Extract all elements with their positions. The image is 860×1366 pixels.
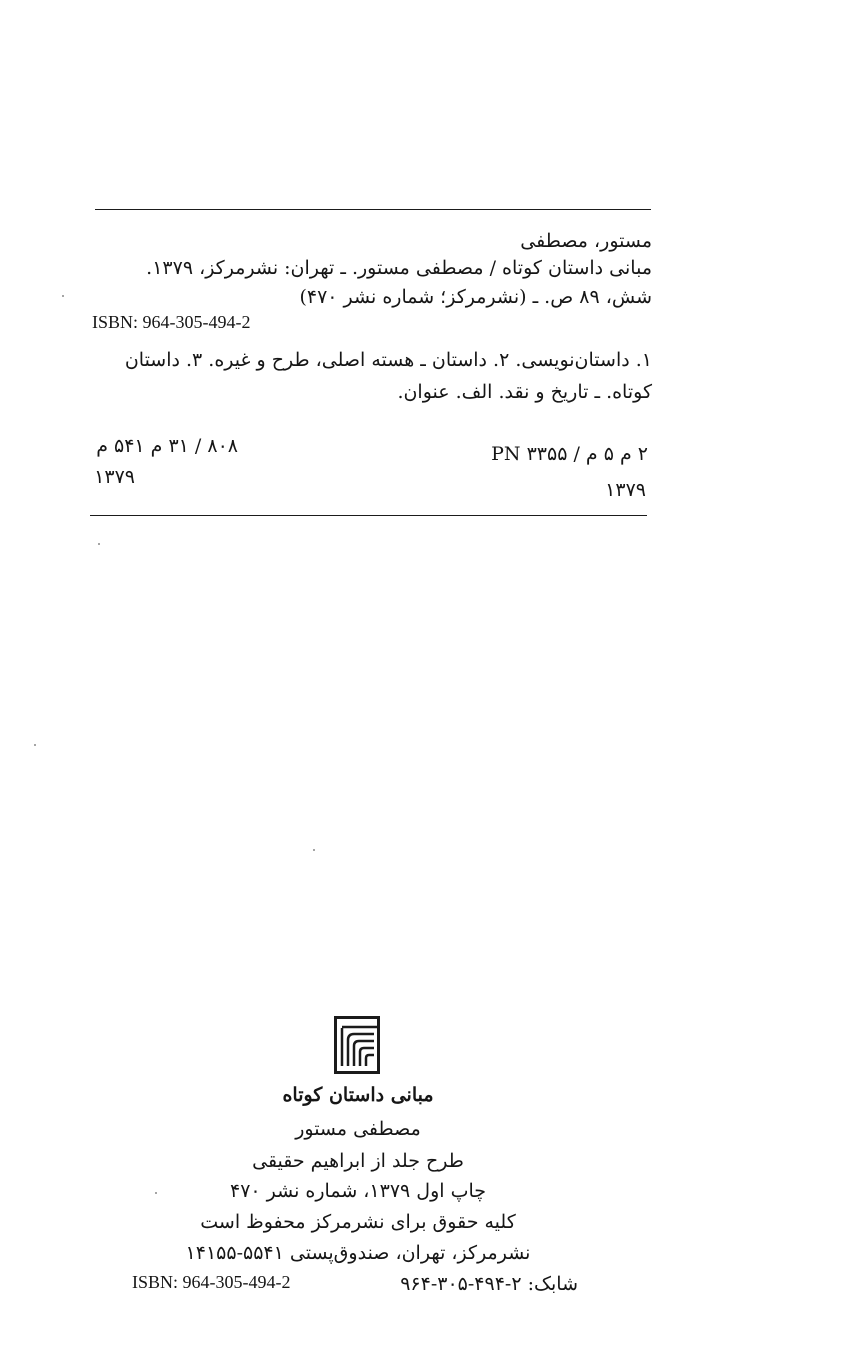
dewey-classification: ۸۰۸ / ۳۱ م ۵۴۱ م xyxy=(96,435,238,457)
lc-year: ۱۳۷۹ xyxy=(605,479,646,501)
cip-top-rule xyxy=(95,209,651,210)
edition-info: چاپ اول ۱۳۷۹، شماره نشر ۴۷۰ xyxy=(229,1180,486,1202)
lc-classification: ۲ م ۵ م / PN ۳۳۵۵ xyxy=(491,443,648,465)
cip-isbn: ISBN: 964-305-494-2 xyxy=(92,312,251,332)
scan-speck xyxy=(62,295,64,297)
cover-design-credit: طرح جلد از ابراهیم حقیقی xyxy=(252,1150,464,1172)
rights-notice: کلیه حقوق برای نشرمرکز محفوظ است xyxy=(200,1211,516,1233)
scan-speck xyxy=(34,744,36,746)
publisher-logo-icon xyxy=(334,1016,380,1074)
book-title: مبانی داستان کوتاه xyxy=(282,1084,434,1106)
dewey-year: ۱۳۷۹ xyxy=(94,466,135,488)
cip-bottom-rule xyxy=(90,515,647,516)
cip-title-line: مبانی داستان کوتاه / مصطفی مستور. ـ تهران: نشرمرکز، ۱۳۷۹. xyxy=(146,257,652,279)
cip-author: مستور، مصطفی xyxy=(520,230,652,252)
publisher-address: نشرمرکز، تهران، صندوق‌پستی ۵۵۴۱-۱۴۱۵۵ xyxy=(185,1242,531,1264)
book-author: مصطفی مستور xyxy=(295,1118,421,1140)
imprint-isbn: ISBN: 964-305-494-2 xyxy=(132,1272,291,1292)
scan-speck xyxy=(98,543,100,545)
cip-description-line: شش، ۸۹ ص. ـ (نشرمرکز؛ شماره نشر ۴۷۰) xyxy=(299,286,652,308)
scan-speck xyxy=(313,849,315,851)
cip-subjects-line1: ۱. داستان‌نویسی. ۲. داستان ـ هسته اصلی، طرح و غیره. ۳. داستان xyxy=(124,349,652,371)
cip-subjects-line2: کوتاه. ـ تاریخ و نقد. الف. عنوان. xyxy=(397,381,652,403)
shabak-number: شابک: ۲-۴۹۴-۳۰۵-۹۶۴ xyxy=(400,1273,578,1295)
